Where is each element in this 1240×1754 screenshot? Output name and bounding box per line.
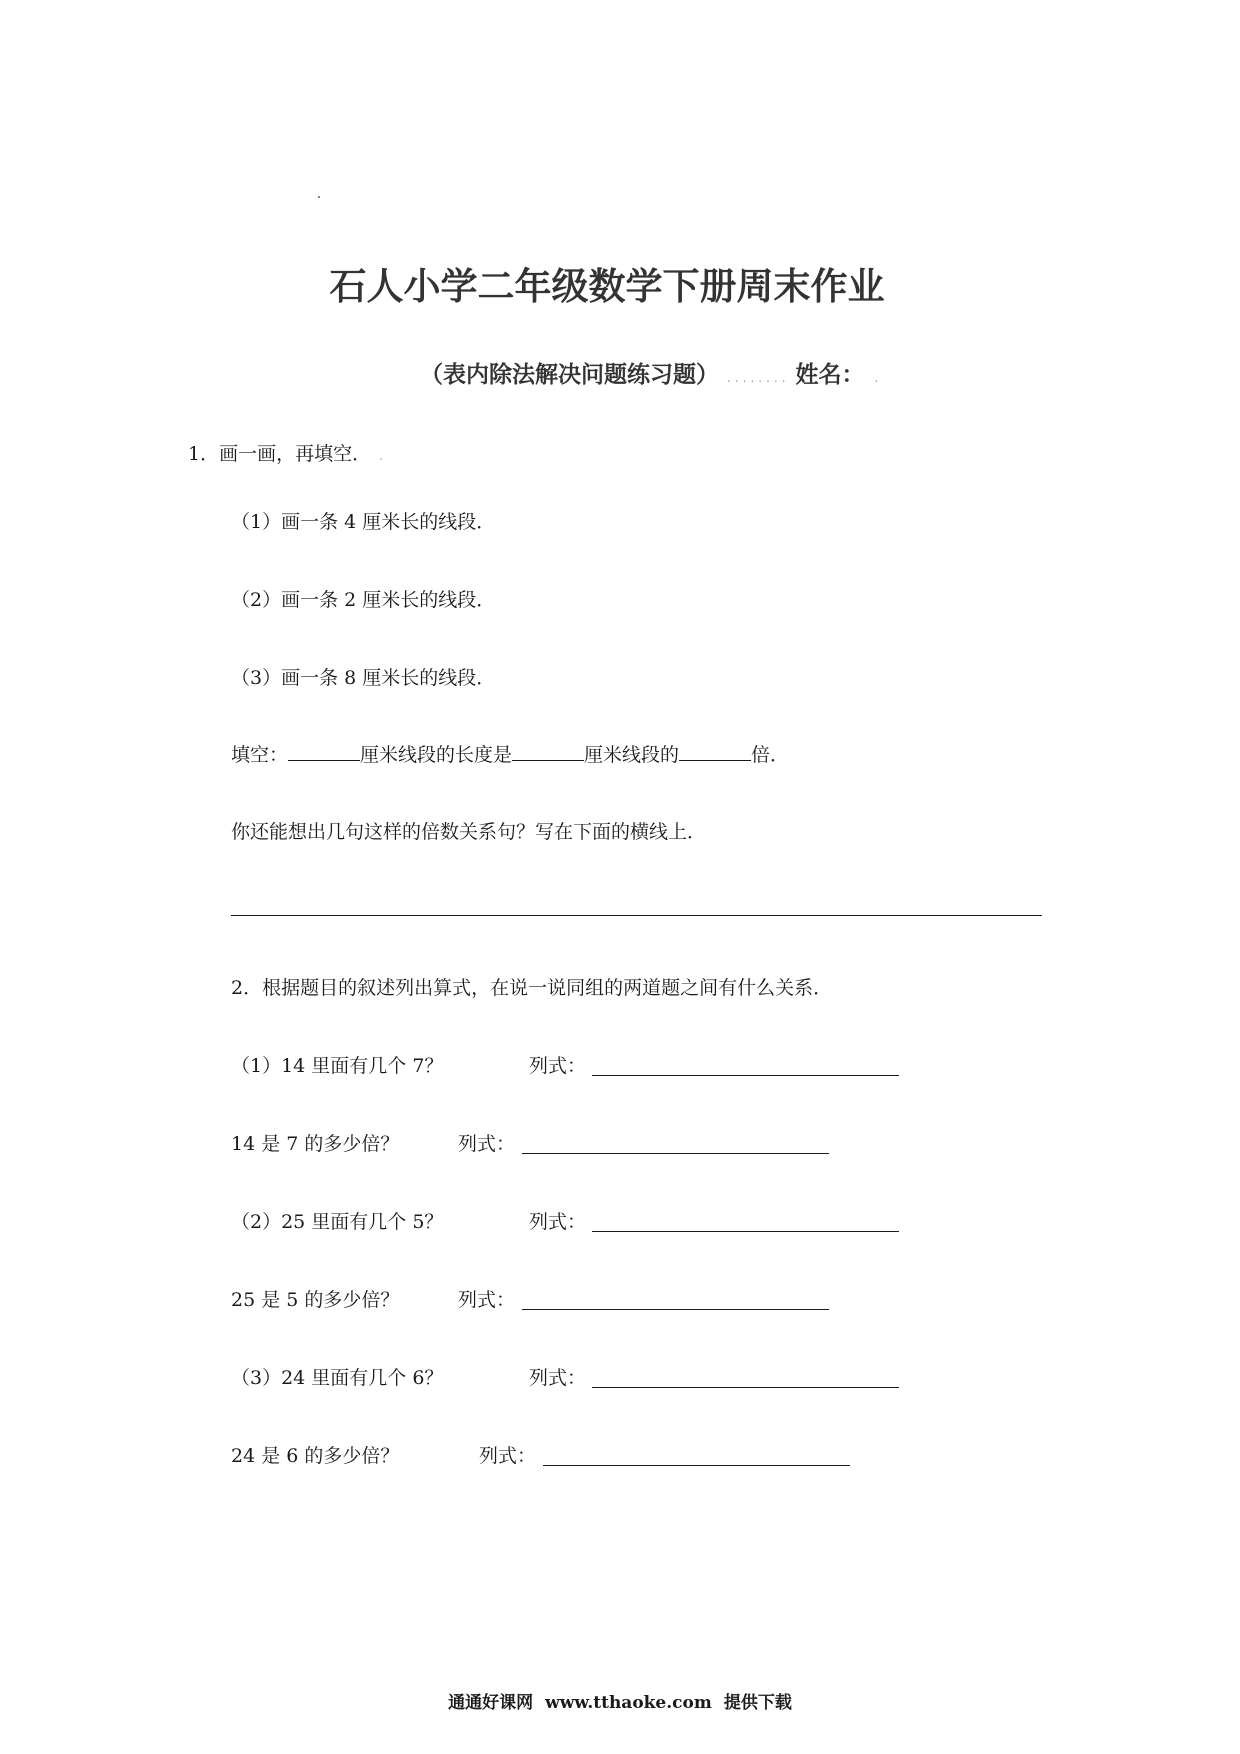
q2-formula-label-1: 列式： xyxy=(529,1055,587,1077)
fill-blank-1[interactable] xyxy=(288,742,360,761)
name-trail: . xyxy=(874,371,879,385)
q2-answer-line-6[interactable] xyxy=(543,1465,850,1466)
q2-answer-line-2[interactable] xyxy=(522,1153,829,1154)
q2-row-5: （3）24 里面有几个 6？ xyxy=(231,1367,444,1389)
q2-row-3: （2）25 里面有几个 5？ xyxy=(231,1211,444,1233)
subtitle: （表内除法解决问题练习题） xyxy=(420,362,719,388)
q2-formula-label-2: 列式： xyxy=(458,1133,516,1155)
q2-row-1: （1）14 里面有几个 7？ xyxy=(231,1055,444,1077)
name-label: 姓名： xyxy=(795,362,865,388)
fill-prefix: 填空： xyxy=(231,744,289,766)
scan-speck xyxy=(318,196,320,198)
fill-part-2: 厘米线段的 xyxy=(584,744,680,766)
q1-extra-prompt: 你还能想出几句这样的倍数关系句？写在下面的横线上． xyxy=(231,821,707,843)
q1-item-2: （2）画一条 2 厘米长的线段． xyxy=(231,589,496,611)
subtitle-dots: ........ xyxy=(727,371,790,385)
q1-heading-trail: . xyxy=(379,449,383,463)
q1-heading-line xyxy=(188,442,383,468)
q2-answer-line-3[interactable] xyxy=(592,1231,899,1232)
q2-heading: 2．根据题目的叙述列出算式，在说一说同组的两道题之间有什么关系． xyxy=(231,977,833,999)
fill-blank-3[interactable] xyxy=(679,742,751,761)
fill-blank-2[interactable] xyxy=(512,742,584,761)
q2-formula-label-5: 列式： xyxy=(529,1367,587,1389)
q2-row-4: 25 是 5 的多少倍？ xyxy=(231,1289,400,1311)
subtitle-line xyxy=(420,356,878,389)
fill-suffix: 倍． xyxy=(751,744,790,766)
q1-heading: 1．画一画，再填空． xyxy=(188,443,372,465)
q2-answer-line-4[interactable] xyxy=(522,1309,829,1310)
q2-formula-label-3: 列式： xyxy=(529,1211,587,1233)
footer-url[interactable]: www.tthaoke.com xyxy=(545,1693,712,1713)
q1-fill-line xyxy=(231,742,789,767)
q1-item-1: （1）画一条 4 厘米长的线段． xyxy=(231,511,496,533)
footer-suffix: 提供下载 xyxy=(723,1693,792,1713)
q2-row-2: 14 是 7 的多少倍？ xyxy=(231,1133,400,1155)
q2-answer-line-1[interactable] xyxy=(592,1075,899,1076)
q1-item-3: （3）画一条 8 厘米长的线段． xyxy=(231,667,496,689)
footer-site-name: 通通好课网 xyxy=(448,1693,534,1713)
fill-part-1: 厘米线段的长度是 xyxy=(360,744,513,766)
q2-row-6: 24 是 6 的多少倍？ xyxy=(231,1445,400,1467)
footer xyxy=(0,1688,1240,1713)
q2-formula-label-6: 列式： xyxy=(479,1445,537,1467)
q2-formula-label-4: 列式： xyxy=(458,1289,516,1311)
q2-answer-line-5[interactable] xyxy=(592,1387,899,1388)
page-title: 石人小学二年级数学下册周末作业 xyxy=(329,265,885,308)
q1-answer-line[interactable] xyxy=(231,915,1042,916)
